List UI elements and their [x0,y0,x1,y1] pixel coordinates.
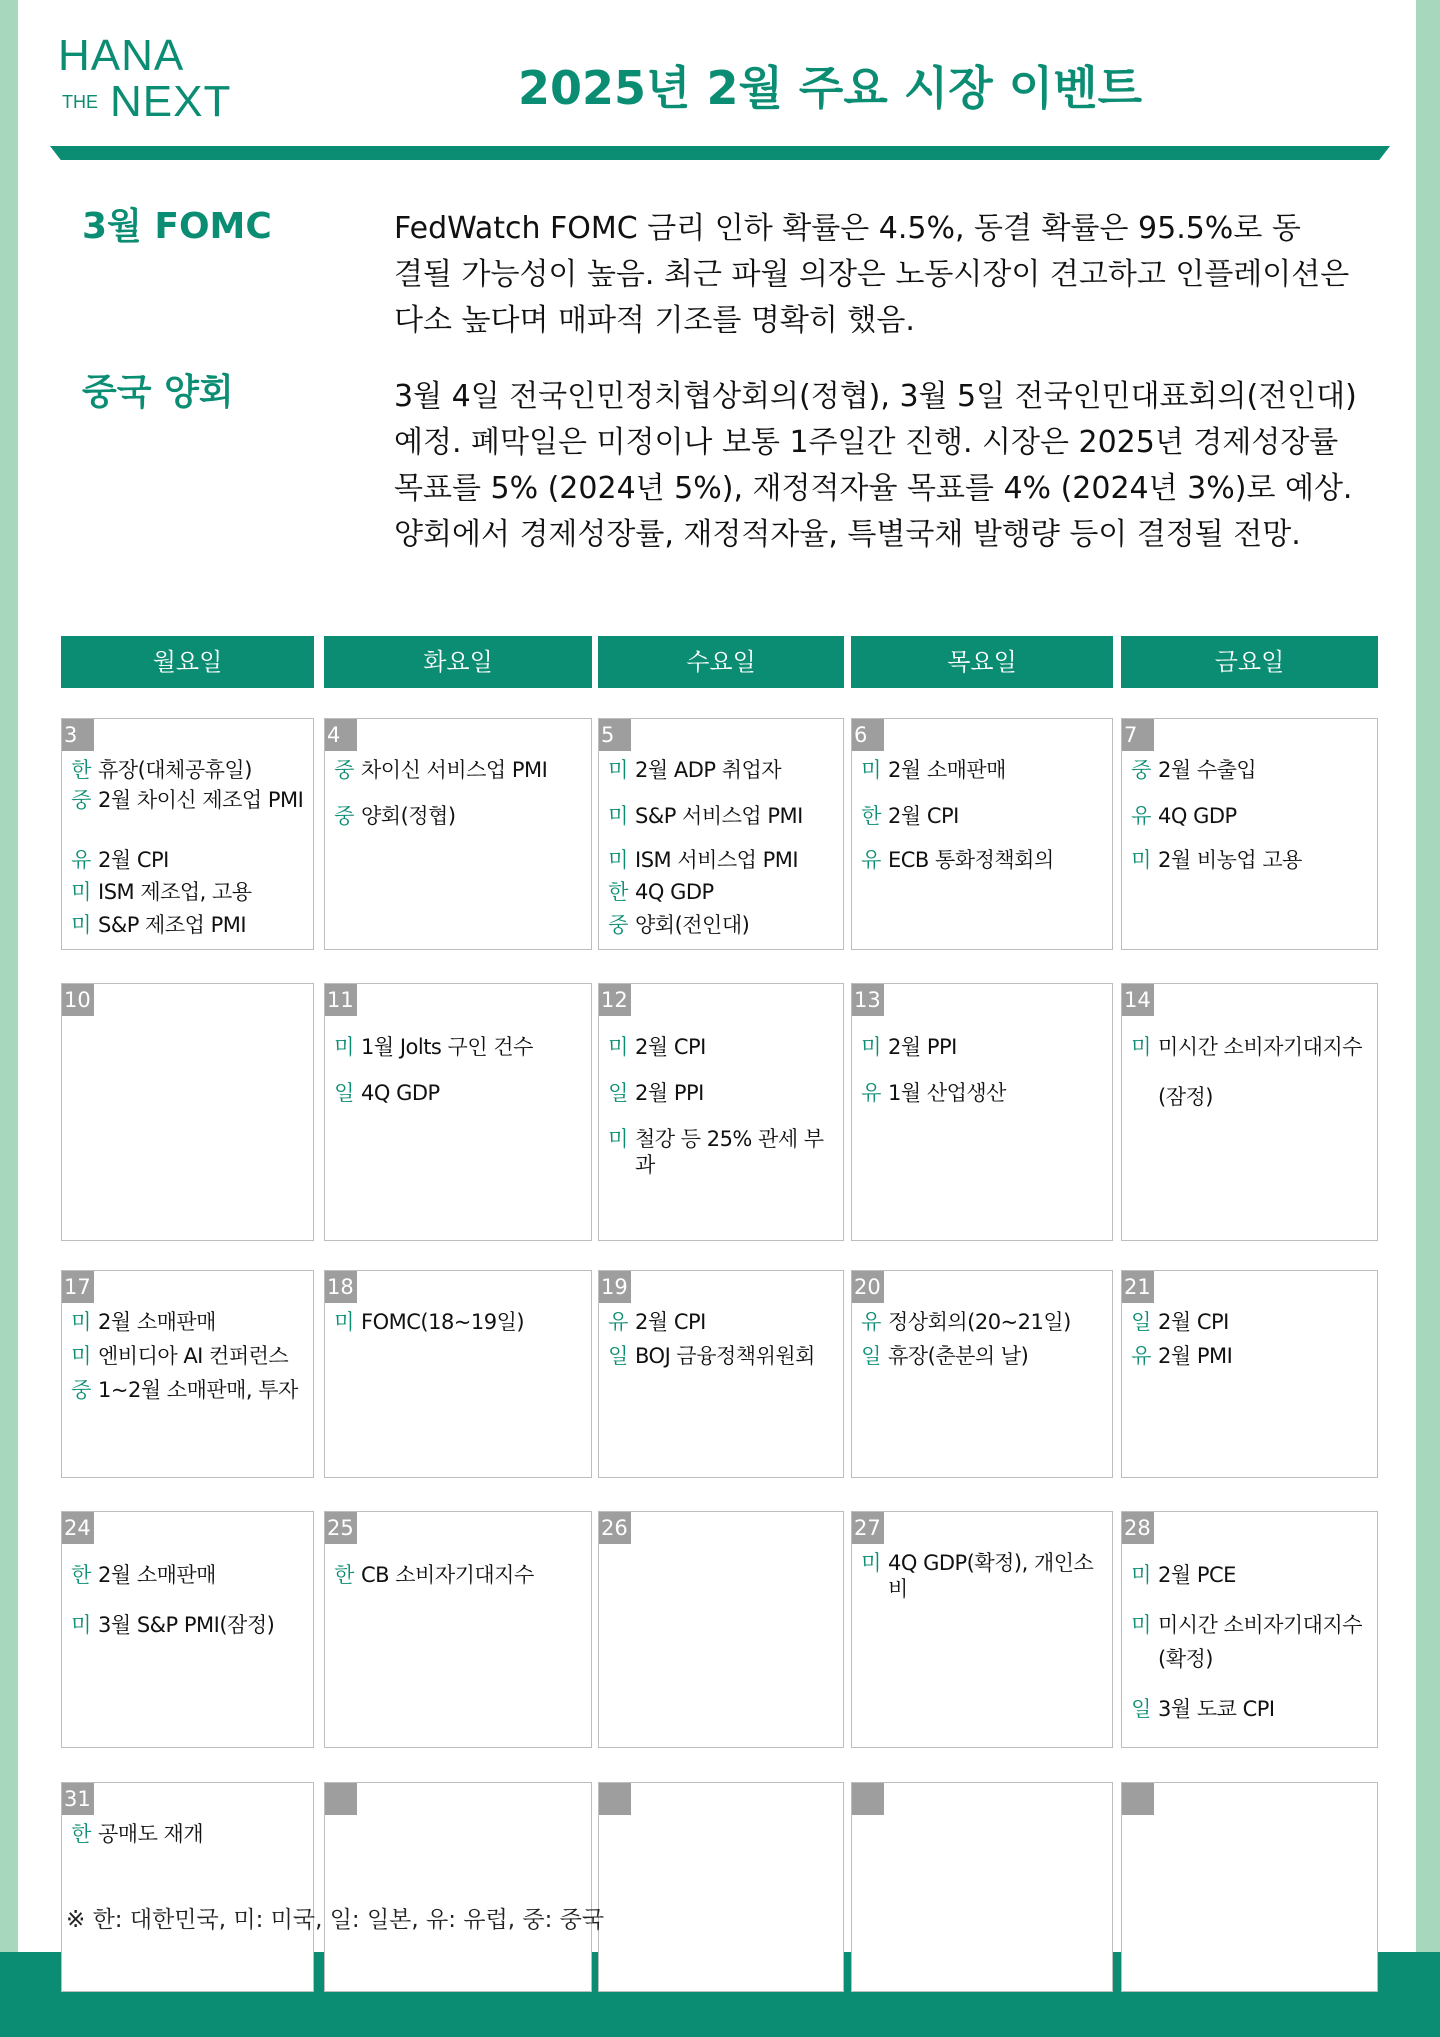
event-text: 4Q GDP [635,880,714,904]
calendar-event [854,1550,1108,1602]
left-border-band [0,0,18,2037]
calendar-event [1124,847,1373,873]
event-text: (잠정) [1158,1085,1213,1109]
event-text: 양회(전인대) [635,913,750,937]
calendar-cell [1121,1782,1378,1992]
event-text: 4Q GDP [1158,804,1237,828]
calendar-cell [61,718,314,950]
calendar-cell [598,1511,844,1748]
event-text: 2월 소매판매 [98,1310,216,1334]
date-number: 19 [599,1271,631,1303]
calendar-cell [598,1270,844,1478]
calendar-event [64,787,309,813]
country-code: 유 [1131,804,1151,828]
calendar-cell [1121,983,1378,1241]
event-text: ISM 서비스업 PMI [635,848,799,872]
date-number: 20 [852,1271,884,1303]
hana-the-next-logo [58,31,258,134]
calendar-cell [324,1511,592,1748]
country-code: 일 [334,1081,354,1105]
country-code: 미 [334,1035,354,1059]
date-number: 13 [852,984,884,1016]
calendar-event [601,879,839,905]
date-number: 31 [62,1783,94,1815]
calendar-event [854,803,1108,829]
event-text: 2월 CPI [98,848,169,872]
date-number: 21 [1122,1271,1154,1303]
right-border-band [1416,0,1440,2037]
calendar-event [64,757,309,783]
country-code: 일 [1131,1697,1151,1721]
date-number: 12 [599,984,631,1016]
country-code: 미 [608,758,628,782]
calendar-event [327,1080,587,1106]
logo-next: NEXT [110,77,232,126]
event-text: 미시간 소비자기대지수 [1158,1035,1363,1059]
calendar-event [327,1034,587,1060]
calendar-event [64,1309,309,1335]
event-desc-line: 목표를 5% (2024년 5%), 재정적자율 목표를 4% (2024년 3%)로 예상. [394,471,1353,506]
calendar-event [64,1343,309,1369]
calendar-event [1124,803,1373,829]
event-label-fomc: 3월 FOMC [82,206,272,247]
calendar-cell [61,1782,314,1992]
event-text: 1월 산업생산 [888,1081,1006,1105]
logo-the: THE [62,92,98,112]
calendar-event [854,1034,1108,1060]
calendar-event [601,1309,839,1335]
calendar-cell [61,1511,314,1748]
calendar-event [1124,757,1373,783]
event-text: CB 소비자기대지수 [361,1563,534,1587]
calendar-event [854,847,1108,873]
country-code: 일 [1131,1310,1151,1334]
calendar-event [854,1309,1108,1335]
event-text: 2월 차이신 제조업 PMI [98,788,304,812]
calendar-cell [1121,1270,1378,1478]
calendar-cell [61,983,314,1241]
country-code: 미 [1131,848,1151,872]
event-text: (확정) [1158,1647,1213,1671]
country-code: 미 [1131,1613,1151,1637]
event-desc-line: 3월 4일 전국인민정치협상회의(정협), 3월 5일 전국인민대표회의(전인대) [394,379,1357,414]
event-text: 2월 소매판매 [98,1563,216,1587]
event-text: ECB 통화정책회의 [888,848,1054,872]
country-legend-note: ※ 한: 대한민국, 미: 미국, 일: 일본, 유: 유럽, 중: 중국 [66,1907,605,1933]
country-code: 유 [71,848,91,872]
day-header-3: 목요일 [851,636,1113,688]
calendar-cell [851,983,1113,1241]
calendar-event [64,847,309,873]
calendar-event [854,757,1108,783]
calendar-cell [324,983,592,1241]
calendar-cell [851,1782,1113,1992]
event-text: 3월 도쿄 CPI [1158,1697,1275,1721]
event-text: 엔비디아 AI 컨퍼런스 [98,1344,289,1368]
date-number: 28 [1122,1512,1154,1544]
calendar-event [64,1821,309,1847]
event-text: 2월 PPI [635,1081,704,1105]
calendar-cell [61,1270,314,1478]
country-code: 미 [861,1551,881,1575]
event-text: 2월 ADP 취업자 [635,758,782,782]
country-code: 중 [71,788,91,812]
calendar-cell [324,718,592,950]
date-number: 26 [599,1512,631,1544]
country-code: 미 [608,848,628,872]
calendar-cell [1121,1511,1378,1748]
logo-hana: HANA [58,31,185,80]
calendar-cell [324,1270,592,1478]
calendar-cell [598,718,844,950]
calendar-cell [1121,718,1378,950]
event-text: 양회(정협) [361,804,456,828]
calendar-event [601,1343,839,1369]
calendar-event [64,912,309,938]
event-desc-line: 결될 가능성이 높음. 최근 파월 의장은 노동시장이 견고하고 인플레이션은 [394,257,1350,292]
date-number: 27 [852,1512,884,1544]
date-number: 18 [325,1271,357,1303]
country-code: 유 [861,848,881,872]
calendar-event [327,803,587,829]
country-code: 미 [1131,1563,1151,1587]
country-code: 유 [861,1081,881,1105]
date-number: 4 [325,719,357,751]
day-header-1: 화요일 [324,636,592,688]
date-number: 25 [325,1512,357,1544]
page-title: 2025년 2월 주요 시장 이벤트 [517,61,1143,115]
event-text: 공매도 재개 [98,1822,204,1846]
event-desc-line: 예정. 폐막일은 미정이나 보통 1주일간 진행. 시장은 2025년 경제성장률 [394,425,1339,460]
date-number: 6 [852,719,884,751]
country-code: 유 [608,1310,628,1334]
event-text: 2월 비농업 고용 [1158,848,1302,872]
country-code: 한 [334,1563,354,1587]
calendar-event [601,757,839,783]
country-code: 미 [334,1310,354,1334]
calendar-cell [324,1782,592,1992]
date-number [852,1783,884,1815]
country-code: 미 [608,804,628,828]
calendar-event [1124,1034,1373,1060]
event-text: 4Q GDP(확정), 개인소비 [888,1551,1094,1601]
calendar-event [601,912,839,938]
date-number: 3 [62,719,94,751]
event-text: 정상회의(20~21일) [888,1310,1071,1334]
calendar-event [854,1343,1108,1369]
event-text: 2월 CPI [888,804,959,828]
date-number: 24 [62,1512,94,1544]
event-text: 2월 CPI [635,1035,706,1059]
event-text: 2월 PMI [1158,1344,1233,1368]
event-text: 2월 CPI [635,1310,706,1334]
event-text: 2월 PCE [1158,1563,1236,1587]
country-code: 미 [1131,1035,1151,1059]
country-code: 중 [334,758,354,782]
calendar-event [1124,1309,1373,1335]
event-text: 미시간 소비자기대지수 [1158,1613,1363,1637]
event-text: BOJ 금융정책위원회 [635,1344,815,1368]
country-code: 미 [71,1344,91,1368]
date-number [599,1783,631,1815]
event-text: 휴장(대체공휴일) [98,758,252,782]
country-code: 한 [861,804,881,828]
event-text: 4Q GDP [361,1081,440,1105]
country-code: 한 [71,758,91,782]
calendar-event [1124,1343,1373,1369]
event-text: 철강 등 25% 관세 부과 [635,1127,824,1177]
country-code: 한 [71,1822,91,1846]
date-number: 17 [62,1271,94,1303]
calendar-event [64,1562,309,1588]
event-text: FOMC(18~19일) [361,1310,525,1334]
calendar-event [1124,1084,1373,1110]
day-header-0: 월요일 [61,636,314,688]
event-text: 2월 소매판매 [888,758,1006,782]
date-number: 5 [599,719,631,751]
calendar-cell [851,1270,1113,1478]
event-text: 2월 PPI [888,1035,957,1059]
country-code: 중 [71,1378,91,1402]
date-number [1122,1783,1154,1815]
country-code: 미 [861,1035,881,1059]
calendar-event [601,1080,839,1106]
calendar-cell [598,983,844,1241]
event-text: 2월 CPI [1158,1310,1229,1334]
day-header-2: 수요일 [598,636,844,688]
calendar-event [601,1034,839,1060]
event-desc-line: 양회에서 경제성장률, 재정적자율, 특별국채 발행량 등이 결정될 전망. [394,517,1301,552]
date-number [325,1783,357,1815]
event-desc-fomc [394,206,1374,344]
country-code: 일 [608,1081,628,1105]
date-number: 7 [1122,719,1154,751]
country-code: 미 [608,1035,628,1059]
date-number: 10 [62,984,94,1016]
calendar-event [327,1562,587,1588]
calendar-event [601,847,839,873]
calendar-cell [851,718,1113,950]
country-code: 미 [71,1310,91,1334]
country-code: 한 [71,1563,91,1587]
calendar-event [327,1309,587,1335]
calendar-event [854,1080,1108,1106]
calendar-cell [851,1511,1113,1748]
country-code: 미 [861,758,881,782]
day-header-4: 금요일 [1121,636,1378,688]
event-desc-line: 다소 높다며 매파적 기조를 명확히 했음. [394,303,915,338]
calendar-event [64,1612,309,1638]
title-underline [50,146,1390,160]
event-text: 차이신 서비스업 PMI [361,758,548,782]
event-text: S&P 제조업 PMI [98,913,247,937]
calendar-event [601,1126,839,1178]
calendar-event [327,757,587,783]
calendar-cell [598,1782,844,1992]
event-text: 1월 Jolts 구인 건수 [361,1035,533,1059]
calendar-event [1124,1646,1373,1672]
country-code: 중 [608,913,628,937]
country-code: 미 [71,1613,91,1637]
country-code: 유 [861,1310,881,1334]
event-text: S&P 서비스업 PMI [635,804,803,828]
calendar-event [1124,1562,1373,1588]
calendar-event [601,803,839,829]
country-code: 미 [71,880,91,904]
country-code: 일 [608,1344,628,1368]
event-text: 2월 수출입 [1158,758,1257,782]
event-desc-line: FedWatch FOMC 금리 인하 확률은 4.5%, 동결 확률은 95.5%로 동 [394,211,1301,246]
country-code: 한 [608,880,628,904]
calendar-event [1124,1612,1373,1638]
calendar-event [64,1377,309,1403]
event-text: 1~2월 소매판매, 투자 [98,1378,298,1402]
event-label-china-two-sessions: 중국 양회 [82,372,234,413]
date-number: 11 [325,984,357,1016]
event-text: ISM 제조업, 고용 [98,880,252,904]
country-code: 중 [334,804,354,828]
event-text: 3월 S&P PMI(잠정) [98,1613,275,1637]
date-number: 14 [1122,984,1154,1016]
calendar-event [1124,1696,1373,1722]
event-text: 휴장(춘분의 날) [888,1344,1029,1368]
country-code: 일 [861,1344,881,1368]
calendar-event [64,879,309,905]
event-desc-china-two-sessions [394,374,1374,558]
country-code: 중 [1131,758,1151,782]
country-code: 미 [71,913,91,937]
country-code: 유 [1131,1344,1151,1368]
country-code: 미 [608,1127,628,1151]
